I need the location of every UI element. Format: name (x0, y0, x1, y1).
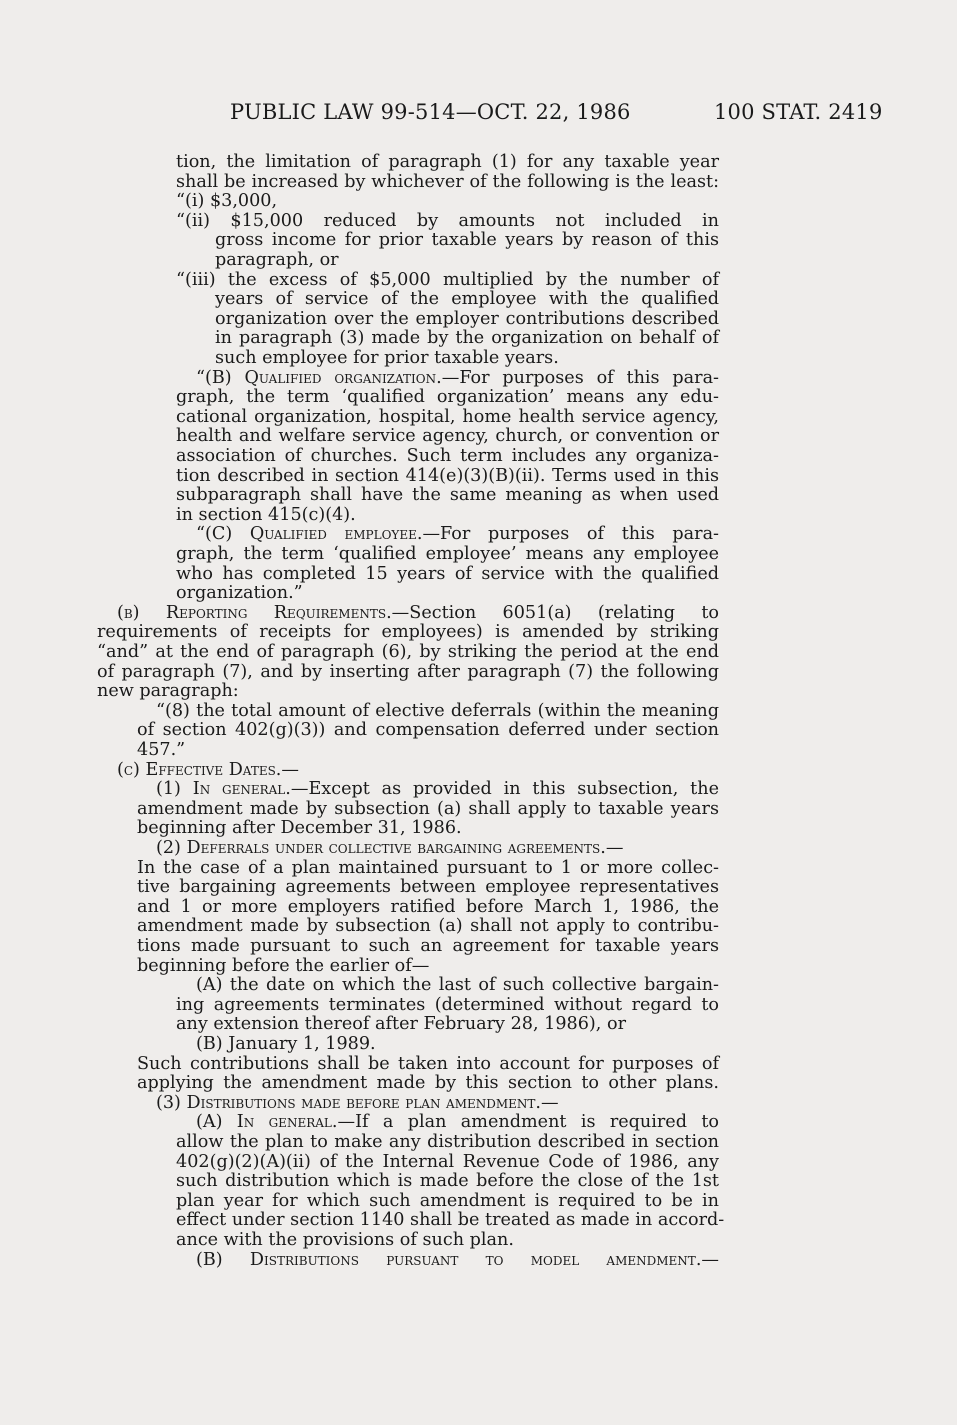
text-line: and 1 or more employers ratified before March 1, 1986, the (137, 896, 719, 917)
text-line: —If a plan amendment is required to (337, 1112, 719, 1133)
text-line: — (605, 838, 624, 858)
text-line: amendment made by subsection (a) shall not apply to contribu- (137, 916, 719, 937)
text-line: amendment made by subsection (a) shall apply to taxable years (137, 798, 719, 819)
text-line: gross income for prior taxable years by reason of this (215, 230, 719, 251)
text-line: — (281, 759, 299, 780)
text-line: cational organization, hospital, home health service agency, (176, 406, 719, 427)
page-stat-number: 100 STAT. 2419 (714, 100, 883, 124)
text-line: effect under section 1140 shall be treated as made in accord- (176, 1210, 725, 1231)
text-line: health and welfare service agency, church, or convention or (176, 426, 719, 447)
text-line: paragraph, or (215, 250, 339, 270)
text-line: — (541, 1092, 559, 1113)
heading-qualified-employee: “(C) Qualified employee. (196, 524, 423, 545)
text-line: association of churches. Such term includes any organiza- (176, 446, 719, 466)
heading-distributions-model-amendment: (B) Distributions pursuant to model amendment. (196, 1249, 702, 1270)
text-line: ing agreements terminates (determined without regard to (176, 994, 719, 1015)
text-line: —For purposes of this para- (441, 367, 720, 388)
text-line: subparagraph shall have the same meaning as when used (176, 485, 719, 506)
text-line: allow the plan to make any distribution described in section (176, 1132, 719, 1152)
text-line: —For purposes of this para- (422, 524, 719, 545)
text-line: tive bargaining agreements between employee representatives (137, 877, 719, 898)
text-line: In the case of a plan maintained pursuant to 1 or more collec- (137, 857, 719, 878)
heading-effective-dates: (c) Effective Dates. (117, 759, 282, 780)
text-line: ance with the provisions of such plan. (176, 1230, 514, 1250)
text-line: requirements of receipts for employees) is amended by striking (97, 622, 719, 643)
text-line: such employee for prior taxable years. (215, 348, 559, 368)
text-line: such distribution which is made before the close of the 1st (176, 1171, 719, 1192)
text-line: new paragraph: (97, 681, 239, 702)
text-line: applying the amendment made by this section to other plans. (137, 1073, 719, 1094)
text-line: “and” at the end of paragraph (6), by striking the period at the end (97, 642, 719, 662)
running-head-title: PUBLIC LAW 99-514—OCT. 22, 1986 (230, 100, 631, 124)
text-line: of section 402(g)(3)) and compensation deferred under section (137, 720, 719, 741)
text-line: shall be increased by whichever of the following is the least: (176, 171, 719, 192)
text-line: (B) January 1, 1989. (196, 1034, 376, 1054)
text-line: organization.” (176, 583, 303, 604)
text-line: “(ii) $15,000 reduced by amounts not included in (176, 210, 719, 231)
text-line: beginning before the earlier of— (137, 955, 430, 976)
heading-deferrals-collective-bargaining: (2) Deferrals under collective bargaining agreements. (156, 838, 606, 858)
text-line: years of service of the employee with the qualified (215, 289, 719, 310)
text-line: “(8) the total amount of elective deferrals (within the meaning (156, 700, 719, 721)
text-line: “(iii) the excess of $5,000 multiplied by the number of (176, 269, 719, 290)
text-line: in section 415(c)(4). (176, 504, 356, 525)
text-line: 402(g)(2)(A)(ii) of the Internal Revenue Code of 1986, any (176, 1151, 719, 1172)
text-line: organization over the employer contributions described (215, 308, 719, 329)
text-line: tions made pursuant to such an agreement for taxable years (137, 936, 719, 956)
heading-reporting-requirements: (b) Reporting Requirements. (117, 602, 392, 623)
heading-distributions-before-amendment: (3) Distributions made before plan amendment. (156, 1092, 542, 1113)
text-line: any extension thereof after February 28, 1986), or (176, 1014, 626, 1035)
text-line: 457.” (137, 740, 186, 760)
text-line: who has completed 15 years of service with the qualified (176, 563, 719, 584)
text-line: plan year for which such amendment is required to be in (176, 1190, 719, 1211)
text-line: —Section 6051(a) (relating to (391, 602, 719, 623)
heading-in-general-a: (A) In general. (196, 1112, 338, 1133)
text-line: “(i) $3,000, (176, 191, 278, 212)
text-line: of paragraph (7), and by inserting after paragraph (7) the following (97, 661, 719, 682)
text-line: —Except as provided in this subsection, the (290, 779, 719, 800)
text-line: (A) the date on which the last of such collective bargain- (196, 975, 719, 996)
text-line: graph, the term ‘qualified employee’ means any employee (176, 544, 719, 564)
text-line: tion, the limitation of paragraph (1) for any taxable year (176, 152, 719, 172)
text-line: beginning after December 31, 1986. (137, 818, 462, 839)
text-line: tion described in section 414(e)(3)(B)(ii). Terms used in this (176, 465, 719, 486)
text-line: — (701, 1249, 719, 1270)
text-line: Such contributions shall be taken into account for purposes of (137, 1053, 719, 1074)
heading-in-general: (1) In general. (156, 779, 291, 800)
text-line: graph, the term ‘qualified organization’ means any edu- (176, 387, 719, 408)
heading-qualified-organization: “(B) Qualified organization. (196, 367, 442, 388)
text-line: in paragraph (3) made by the organization on behalf of (215, 328, 719, 349)
